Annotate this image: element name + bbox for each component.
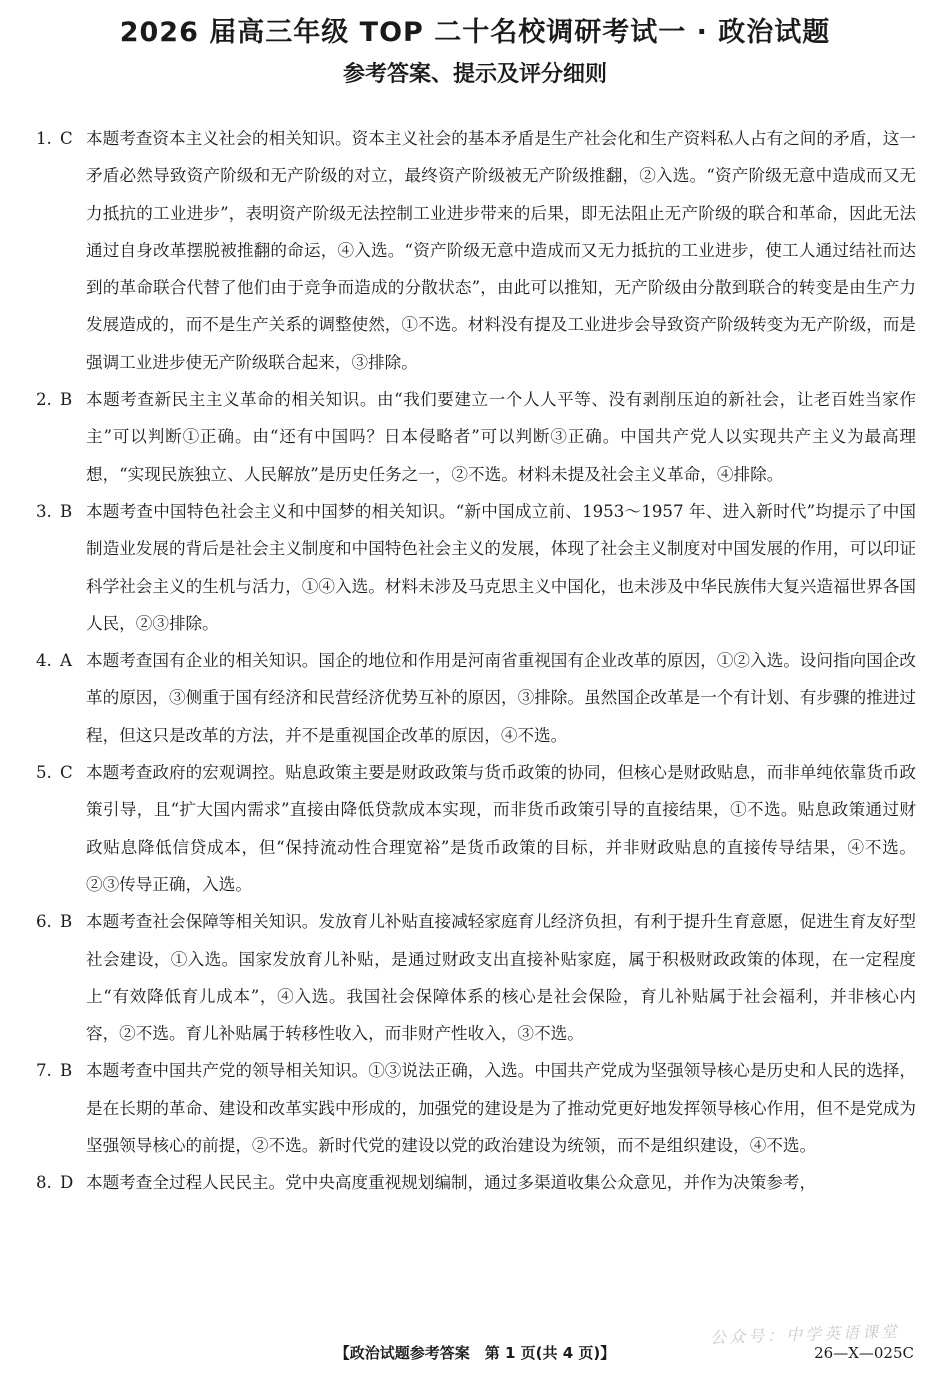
question-number: 2.: [36, 390, 52, 410]
page-subtitle: 参考答案、提示及评分细则: [342, 62, 607, 87]
question-2: [36, 381, 916, 493]
question-number: 8.: [36, 1173, 52, 1193]
question-number: 6.: [36, 912, 52, 932]
question-7: [36, 1052, 916, 1164]
question-number: 4.: [36, 651, 52, 671]
question-answer: D: [60, 1173, 74, 1193]
question-number: 5.: [36, 763, 52, 783]
question-explanation: 本题考查政府的宏观调控。贴息政策主要是财政政策与货币政策的协同，但核心是财政贴息，而非单纯依靠货币政策引导，且“扩大国内需求”直接由降低贷款成本实现，而非货币政策引导的直接结果，①不选。贴息政策通过财政贴息降低信贷成本，但“保持流动性合理宽裕”是货币政策的目标，并非财政贴息的直接传导结果，④不选。②③传导正确，入选。: [86, 763, 916, 894]
question-explanation: 本题考查中国特色社会主义和中国梦的相关知识。“新中国成立前、1953～1957 年、进入新时代”均提示了中国制造业发展的背后是社会主义制度和中国特色社会主义的发展，体现了社会主义制度对中国发展的作用，可以印证科学社会主义的生机与活力，①④入选。材料未涉及马克思主义中国化，也未涉及中华民族伟大复兴造福世界各国人民，②③排除。: [86, 501, 916, 633]
question-explanation: 本题考查中国共产党的领导相关知识。①③说法正确，入选。中国共产党成为坚强领导核心是历史和人民的选择，是在长期的革命、建设和改革实践中形成的，加强党的建设是为了推动党更好地发挥领导核心作用，但不是党成为坚强领导核心的前提，②不选。新时代党的建设以党的政治建设为统领，而不是组织建设，④不选。: [86, 1061, 916, 1156]
question-1: [36, 120, 916, 381]
question-number: 1.: [36, 129, 52, 148]
question-explanation: 本题考查国有企业的相关知识。国企的地位和作用是河南省重视国有企业改革的原因，①②入选。设问指向国企改革的原因，③侧重于国有经济和民营经济优势互补的原因，③排除。虽然国企改革是一个有计划、有步骤的推进过程，但这只是改革的方法，并不是重视国企改革的原因，④不选。: [86, 651, 916, 745]
watermark-text: 公众号：中学英语课堂: [709, 1321, 901, 1348]
question-4: [36, 642, 916, 754]
answer-list: [36, 120, 916, 1202]
question-answer: B: [60, 912, 73, 932]
question-answer: A: [60, 651, 72, 671]
question-answer: B: [60, 390, 73, 410]
question-explanation: 本题考查社会保障等相关知识。发放育儿补贴直接减轻家庭育儿经济负担，有利于提升生育意愿，促进生育友好型社会建设，①入选。国家发放育儿补贴，是通过财政支出直接补贴家庭，属于积极财政政策的体现，在一定程度上“有效降低育儿成本”，④入选。我国社会保障体系的核心是社会保险，育儿补贴属于社会福利，并非核心内容，②不选。育儿补贴属于转移性收入，而非财产性收入，③不选。: [86, 912, 916, 1044]
question-8: [36, 1164, 916, 1201]
question-answer: B: [60, 1061, 73, 1081]
page-footer: [0, 1338, 950, 1368]
footer-page-info: 【政治试题参考答案 第 1 页(共 4 页)】: [334, 1344, 616, 1362]
question-3: [36, 493, 916, 642]
page-title: 2026 届高三年级 TOP 二十名校调研考试一 · 政治试题: [119, 17, 831, 48]
footer-exam-code: 26—X—025C: [814, 1344, 914, 1362]
question-explanation: 本题考查资本主义社会的相关知识。资本主义社会的基本矛盾是生产社会化和生产资料私人占有之间的矛盾，这一矛盾必然导致资产阶级和无产阶级的对立，最终资产阶级被无产阶级推翻，②入选。“资产阶级无意中造成而又无力抵抗的工业进步”，表明资产阶级无法控制工业进步带来的后果，即无法阻止无产阶级的联合和革命，因此无法通过自身改革摆脱被推翻的命运，④入选。“资产阶级无意中造成而又无力抵抗的工业进步，使工人通过结社而达到的革命联合代替了他们由于竞争而造成的分散状态”，由此可以推知，无产阶级由分散到联合的转变是由生产力发展造成的，而不是生产关系的调整使然，①不选。材料没有提及工业进步会导致资产阶级转变为无产阶级，而是强调工业进步使无产阶级联合起来，③排除。: [86, 129, 916, 372]
question-explanation: 本题考查新民主主义革命的相关知识。由“我们要建立一个人人平等、没有剥削压迫的新社会，让老百姓当家作主”可以判断①正确。由“还有中国吗？日本侵略者”可以判断③正确。中国共产党人以实现共产主义为最高理想，“实现民族独立、人民解放”是历史任务之一，②不选。材料未提及社会主义革命，④排除。: [86, 390, 916, 484]
question-answer: C: [60, 129, 73, 148]
question-number: 7.: [36, 1061, 52, 1081]
question-explanation: 本题考查全过程人民民主。党中央高度重视规划编制，通过多渠道收集公众意见，并作为决策参考，: [86, 1173, 817, 1193]
question-6: [36, 903, 916, 1052]
question-answer: C: [60, 763, 73, 783]
question-number: 3.: [36, 501, 52, 521]
question-answer: B: [60, 501, 73, 521]
question-5: [36, 754, 916, 903]
